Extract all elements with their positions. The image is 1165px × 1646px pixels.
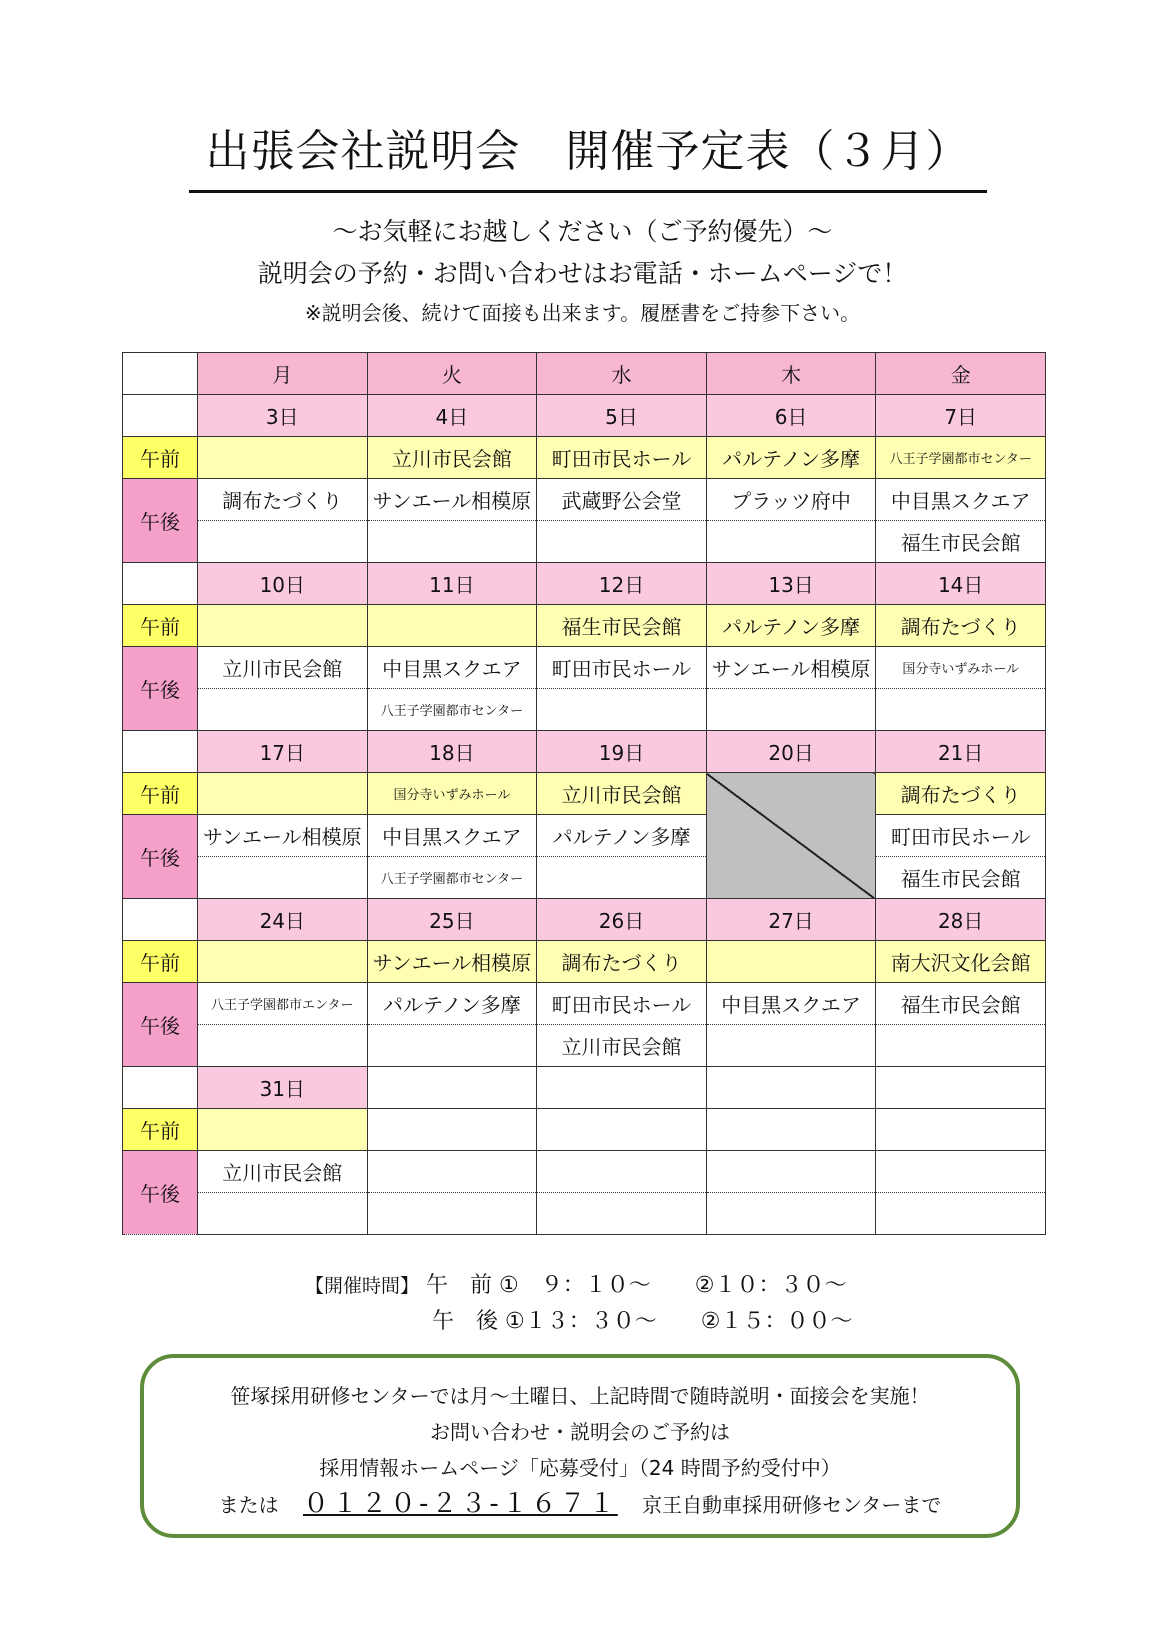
date-cell: 20日	[706, 731, 876, 773]
date-cell: 3日	[198, 395, 368, 437]
pm-venue-cell: 福生市民会館	[876, 983, 1046, 1025]
date-row	[123, 1067, 1046, 1109]
pm-venue-cell: 立川市民会館	[537, 1025, 707, 1067]
pm-venue-cell	[537, 1151, 707, 1193]
am-venue-cell: 町田市民ホール	[537, 437, 707, 479]
session-hours	[305, 1268, 852, 1340]
info-line-4	[144, 1486, 1016, 1523]
am-row	[123, 605, 1046, 647]
am-label: 午前	[123, 941, 198, 983]
date-cell: 19日	[537, 731, 707, 773]
pm-row-2	[123, 857, 1046, 899]
corner-cell	[123, 353, 198, 395]
am-venue-cell: 調布たづくり	[537, 941, 707, 983]
pm-venue-cell: 八王子学園都市センター	[367, 689, 537, 731]
hours-pm-times: ①１３：３０～ ②１５：００～	[505, 1309, 853, 1334]
blank-label-cell	[123, 899, 198, 941]
am-label: 午前	[123, 437, 198, 479]
hours-pm-row	[305, 1304, 852, 1340]
pm-venue-cell	[706, 1151, 876, 1193]
pm-venue-cell	[876, 1025, 1046, 1067]
am-venue-cell: パルテノン多摩	[706, 437, 876, 479]
date-cell: 5日	[537, 395, 707, 437]
blank-label-cell	[123, 563, 198, 605]
pm-venue-cell	[537, 1193, 707, 1235]
pm-venue-cell	[876, 1151, 1046, 1193]
pm-venue-cell: 福生市民会館	[876, 521, 1046, 563]
weekday-header-row	[123, 353, 1046, 395]
date-cell: 18日	[367, 731, 537, 773]
pm-row-2	[123, 521, 1046, 563]
hours-tag: 【開催時間】	[305, 1275, 420, 1297]
hours-am-label: 午 前	[426, 1273, 493, 1298]
page-title: 出張会社説明会 開催予定表（３月）	[189, 118, 987, 193]
pm-venue-cell	[198, 1025, 368, 1067]
pm-venue-cell	[367, 1025, 537, 1067]
info-suffix: 京王自動車採用研修センターまで	[642, 1493, 942, 1517]
pm-venue-cell: 中目黒スクエア	[876, 479, 1046, 521]
date-cell: 21日	[876, 731, 1046, 773]
date-row	[123, 731, 1046, 773]
blank-label-cell	[123, 395, 198, 437]
pm-venue-cell: 国分寺いずみホール	[876, 647, 1046, 689]
date-cell: 4日	[367, 395, 537, 437]
date-row	[123, 563, 1046, 605]
pm-row-2	[123, 1025, 1046, 1067]
am-venue-cell: 立川市民会館	[367, 437, 537, 479]
pm-row-1	[123, 647, 1046, 689]
date-cell: 6日	[706, 395, 876, 437]
am-venue-cell: 調布たづくり	[876, 605, 1046, 647]
date-cell	[706, 1067, 876, 1109]
closed-day-cell	[706, 773, 876, 899]
am-venue-cell	[198, 437, 368, 479]
blank-label-cell	[123, 731, 198, 773]
pm-venue-cell: 八王子学園都市エンター	[198, 983, 368, 1025]
am-venue-cell	[706, 1109, 876, 1151]
hours-am-row	[305, 1268, 852, 1304]
am-venue-cell	[367, 605, 537, 647]
am-label: 午前	[123, 1109, 198, 1151]
weekday-header: 水	[537, 353, 707, 395]
pm-venue-cell	[876, 1193, 1046, 1235]
am-venue-cell: パルテノン多摩	[706, 605, 876, 647]
date-cell	[367, 1067, 537, 1109]
info-line-2: お問い合わせ・説明会のご予約は	[430, 1420, 730, 1444]
am-row	[123, 941, 1046, 983]
am-row	[123, 773, 1046, 815]
pm-venue-cell: 中目黒スクエア	[367, 815, 537, 857]
hours-am-times: ① ９：１０～ ②１０：３０～	[499, 1273, 847, 1298]
pm-venue-cell	[706, 689, 876, 731]
pm-label: 午後	[123, 479, 198, 563]
pm-venue-cell: サンエール相模原	[367, 479, 537, 521]
pm-venue-cell: プラッツ府中	[706, 479, 876, 521]
am-venue-cell	[367, 1109, 537, 1151]
interview-note: ※説明会後、続けて面接も出来ます。履歴書をご持参下さい。	[304, 301, 861, 325]
pm-venue-cell	[367, 1193, 537, 1235]
am-venue-cell	[537, 1109, 707, 1151]
pm-venue-cell: 調布たづくり	[198, 479, 368, 521]
am-venue-cell	[198, 605, 368, 647]
pm-venue-cell	[198, 1193, 368, 1235]
pm-venue-cell: 福生市民会館	[876, 857, 1046, 899]
date-cell: 7日	[876, 395, 1046, 437]
weekday-header: 木	[706, 353, 876, 395]
am-venue-cell: 八王子学園都市センター	[876, 437, 1046, 479]
pm-venue-cell: 町田市民ホール	[876, 815, 1046, 857]
date-cell: 27日	[706, 899, 876, 941]
date-cell: 28日	[876, 899, 1046, 941]
pm-venue-cell: 中目黒スクエア	[367, 647, 537, 689]
am-venue-cell: サンエール相模原	[367, 941, 537, 983]
date-cell: 17日	[198, 731, 368, 773]
am-venue-cell	[876, 1109, 1046, 1151]
pm-venue-cell	[537, 521, 707, 563]
date-cell: 11日	[367, 563, 537, 605]
pm-venue-cell	[706, 1193, 876, 1235]
date-cell	[876, 1067, 1046, 1109]
pm-venue-cell	[367, 1151, 537, 1193]
pm-venue-cell	[198, 689, 368, 731]
pm-venue-cell: 武蔵野公会堂	[537, 479, 707, 521]
subtitle-invitation: ～お気軽にお越しください（ご予約優先）～	[332, 217, 833, 246]
pm-label: 午後	[123, 1151, 198, 1235]
phone-number[interactable]: ０１２０-２３-１６７１	[303, 1489, 618, 1519]
pm-venue-cell	[537, 857, 707, 899]
pm-row-1	[123, 1151, 1046, 1193]
pm-row-2	[123, 1193, 1046, 1235]
pm-venue-cell	[198, 857, 368, 899]
am-venue-cell: 立川市民会館	[537, 773, 707, 815]
am-venue-cell	[198, 773, 368, 815]
am-venue-cell	[198, 941, 368, 983]
pm-venue-cell	[198, 521, 368, 563]
am-venue-cell	[198, 1109, 368, 1151]
info-box	[140, 1354, 1020, 1538]
info-line-3: 採用情報ホームページ「応募受付」（24 時間予約受付中）	[319, 1456, 841, 1480]
pm-venue-cell: 町田市民ホール	[537, 983, 707, 1025]
pm-venue-cell: 立川市民会館	[198, 1151, 368, 1193]
pm-venue-cell	[876, 689, 1046, 731]
weekday-header: 月	[198, 353, 368, 395]
date-cell: 14日	[876, 563, 1046, 605]
date-cell: 13日	[706, 563, 876, 605]
pm-venue-cell: パルテノン多摩	[367, 983, 537, 1025]
date-cell	[537, 1067, 707, 1109]
pm-venue-cell: パルテノン多摩	[537, 815, 707, 857]
weekday-header: 火	[367, 353, 537, 395]
am-venue-cell: 福生市民会館	[537, 605, 707, 647]
subtitle-contact: 説明会の予約・お問い合わせはお電話・ホームページで！	[257, 259, 908, 288]
pm-row-1	[123, 983, 1046, 1025]
pm-venue-cell	[367, 521, 537, 563]
date-cell: 24日	[198, 899, 368, 941]
pm-venue-cell: 立川市民会館	[198, 647, 368, 689]
pm-venue-cell: 八王子学園都市センター	[367, 857, 537, 899]
date-cell: 10日	[198, 563, 368, 605]
pm-venue-cell	[706, 521, 876, 563]
am-row	[123, 1109, 1046, 1151]
pm-venue-cell	[537, 689, 707, 731]
date-cell: 25日	[367, 899, 537, 941]
blank-label-cell	[123, 1067, 198, 1109]
date-cell: 12日	[537, 563, 707, 605]
pm-venue-cell: サンエール相模原	[706, 647, 876, 689]
pm-venue-cell: サンエール相模原	[198, 815, 368, 857]
pm-venue-cell	[706, 1025, 876, 1067]
pm-venue-cell: 町田市民ホール	[537, 647, 707, 689]
am-label: 午前	[123, 605, 198, 647]
pm-venue-cell: 中目黒スクエア	[706, 983, 876, 1025]
am-venue-cell: 調布たづくり	[876, 773, 1046, 815]
date-cell: 26日	[537, 899, 707, 941]
pm-row-1	[123, 479, 1046, 521]
am-row	[123, 437, 1046, 479]
am-venue-cell: 国分寺いずみホール	[367, 773, 537, 815]
date-row	[123, 899, 1046, 941]
am-label: 午前	[123, 773, 198, 815]
pm-label: 午後	[123, 983, 198, 1067]
am-venue-cell	[706, 941, 876, 983]
date-row	[123, 395, 1046, 437]
info-line-1: 笹塚採用研修センターでは月～土曜日、上記時間で随時説明・面接会を実施！	[230, 1384, 930, 1408]
hours-pm-label: 午 後	[432, 1309, 499, 1334]
pm-row-2	[123, 689, 1046, 731]
date-cell: 31日	[198, 1067, 368, 1109]
pm-row-1	[123, 815, 1046, 857]
am-venue-cell: 南大沢文化会館	[876, 941, 1046, 983]
info-prefix: または	[218, 1493, 279, 1517]
weekday-header: 金	[876, 353, 1046, 395]
schedule-table	[122, 352, 1046, 1235]
pm-label: 午後	[123, 815, 198, 899]
pm-label: 午後	[123, 647, 198, 731]
